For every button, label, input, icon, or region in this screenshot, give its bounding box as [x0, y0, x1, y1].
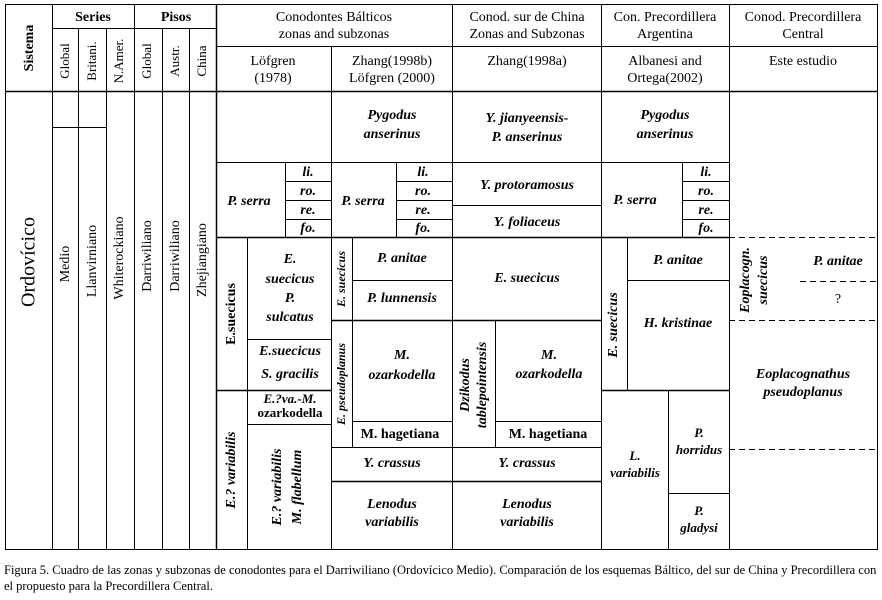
- lofgren-e-suecicus: E.suecicus: [224, 283, 240, 345]
- lofgren-e-variabilis: E.? variabilis: [224, 431, 240, 509]
- zhangb-e-suecicus: E. suecicus: [333, 250, 348, 308]
- stage-zhejiangiano: Zhejiangiano: [195, 223, 211, 297]
- zhangb-m-ozark-1: M.: [394, 348, 410, 364]
- lofgren-sulcatus-2: suecicus: [265, 272, 315, 288]
- arg-p-serra: P. serra: [613, 193, 657, 209]
- china-m-ozark-1: M.: [541, 348, 557, 364]
- central-eoplacogn-1: Eoplacogn.: [738, 247, 754, 313]
- china-protoramosus: Y. protoramosus: [480, 178, 574, 194]
- col-pisos-global: Global: [138, 43, 154, 79]
- argentina-title-1: Con. Precordillera: [613, 10, 717, 25]
- baltic-title-2: zonas and subzonas: [278, 27, 390, 42]
- zhangb-sub-li: li.: [417, 165, 429, 181]
- argentina-title-2: Argentina: [637, 27, 693, 42]
- zhangb-p-anitae: P. anitae: [377, 251, 427, 267]
- series-medio: Medio: [58, 245, 74, 283]
- central-title-2: Central: [782, 27, 824, 42]
- arg-p-anitae: P. anitae: [653, 253, 703, 269]
- china-m-hagetiana: M. hagetiana: [508, 427, 588, 443]
- lofgren-gracilis-1: E.suecicus: [259, 344, 321, 360]
- system-ordovicico: Ordovícico: [17, 217, 40, 307]
- lofgren-sulcatus-4: sulcatus: [266, 310, 314, 326]
- header-pisos: Pisos: [160, 10, 192, 25]
- stage-darriwiliano-austr: Darriwiliano: [168, 220, 184, 292]
- arg-p-gladysi-1: P.: [694, 502, 704, 518]
- lofgren-sulcatus-1: E.: [283, 252, 297, 268]
- central-eoplacognathus-1: Eoplacognathus: [755, 367, 851, 383]
- ref-albanesi-1: Albanesi and: [628, 54, 702, 69]
- header-series: Series: [75, 10, 111, 25]
- arg-l-variabilis-2: variabilis: [610, 464, 660, 480]
- col-pisos-china: China: [193, 45, 209, 77]
- ref-lofgren-2: (1978): [254, 71, 292, 86]
- arg-sub-re: re.: [698, 203, 714, 219]
- col-pisos-austr: Austr.: [166, 45, 182, 77]
- arg-h-kristinae: H. kristinae: [643, 316, 713, 332]
- zhangb-e-pseudoplanus: E. pseudoplanus: [333, 342, 348, 426]
- zhangb-y-crassus: Y. crassus: [363, 456, 421, 472]
- arg-p-horridus-2: horridus: [675, 441, 723, 457]
- zhangb-p-lunnensis: P. lunnensis: [367, 291, 437, 307]
- arg-p-horridus-1: P.: [694, 424, 704, 440]
- lofgren-sub-ro: ro.: [300, 184, 316, 200]
- figure-caption: Figura 5. Cuadro de las zonas y subzonas de conodontes para el Darriwiliano (Ordovícico Medio). Comparación de los esquemas Báltico, del sur de China y Precordillera con el propuesto para la Precordillera Central.: [4, 563, 877, 593]
- china-jianyeensis-2: P. anserinus: [491, 130, 563, 146]
- ref-este-estudio: Este estudio: [768, 54, 838, 69]
- arg-sub-fo: fo.: [698, 221, 714, 237]
- central-p-anitae: P. anitae: [813, 254, 863, 270]
- baltic-title-1: Conodontes Bálticos: [275, 10, 393, 25]
- central-eoplacogn-2: suecicus: [756, 255, 772, 305]
- ref-zhang-lofgren-1: Zhang(1998b): [351, 54, 433, 69]
- col-series-global: Global: [56, 43, 72, 79]
- zhangb-sub-re: re.: [415, 203, 431, 219]
- ref-zhang-a: Zhang(1998a): [487, 54, 567, 69]
- china-jianyeensis-1: Y. jianyeensis-: [485, 111, 569, 127]
- zhangb-sub-fo: fo.: [415, 221, 431, 237]
- china-title-2: Zonas and Subzonas: [469, 27, 585, 42]
- arg-pygodus-1: Pygodus: [640, 108, 690, 124]
- china-title-1: Conod. sur de China: [469, 10, 585, 25]
- lofgren-flabellum-1: E.? variabilis: [270, 448, 286, 526]
- arg-pygodus-2: anserinus: [636, 127, 694, 143]
- lofgren-p-serra: P. serra: [227, 194, 271, 210]
- zhangb-lenodus-1: Lenodus: [367, 497, 417, 513]
- header-sistema: Sistema: [22, 24, 38, 72]
- lofgren-sulcatus-3: P.: [284, 291, 296, 307]
- stage-darriwiliano-global: Darriwiliano: [140, 220, 156, 292]
- zhangb-m-ozark-2: ozarkodella: [368, 368, 436, 384]
- lofgren-sub-re: re.: [300, 203, 316, 219]
- arg-l-variabilis-1: L.: [629, 447, 641, 463]
- china-lenodus-2: variabilis: [500, 515, 554, 531]
- zhangb-pygodus-2: anserinus: [363, 127, 421, 143]
- zhangb-m-hagetiana: M. hagetiana: [360, 427, 440, 443]
- lofgren-flabellum-2: M. flabellum: [290, 449, 306, 525]
- china-foliaceus: Y. foliaceus: [493, 215, 561, 231]
- series-llanvirniano: Llanvirniano: [85, 224, 101, 298]
- zhangb-sub-ro: ro.: [415, 184, 431, 200]
- china-dzikodus-2: tablepointensis: [475, 341, 491, 429]
- central-title-1: Conod. Precordillera: [744, 10, 862, 25]
- china-lenodus-1: Lenodus: [502, 497, 552, 513]
- ref-zhang-lofgren-2: Löfgren (2000): [349, 71, 435, 86]
- lofgren-va-ozark-2: ozarkodella: [257, 404, 323, 420]
- china-y-crassus: Y. crassus: [498, 456, 556, 472]
- col-series-namer: N.Amer.: [110, 38, 126, 84]
- china-dzikodus-1: Dzikodus: [458, 358, 474, 412]
- central-question: ?: [834, 292, 842, 308]
- lofgren-sub-fo: fo.: [300, 221, 316, 237]
- ref-albanesi-2: Ortega(2002): [627, 71, 703, 86]
- arg-sub-ro: ro.: [698, 184, 714, 200]
- lofgren-va-ozark-1: E.?va.-M.: [263, 390, 317, 406]
- central-eoplacognathus-2: pseudoplanus: [763, 385, 843, 401]
- series-whiterockiano: Whiterockiano: [112, 216, 128, 300]
- lofgren-sub-li: li.: [302, 165, 314, 181]
- zhangb-pygodus-1: Pygodus: [367, 108, 417, 124]
- zhangb-lenodus-2: variabilis: [365, 515, 419, 531]
- arg-sub-li: li.: [700, 165, 712, 181]
- col-series-britani: Britani.: [83, 41, 99, 81]
- arg-p-gladysi-2: gladysi: [680, 519, 718, 535]
- zhangb-p-serra: P. serra: [341, 194, 385, 210]
- ref-lofgren-1: Löfgren: [250, 54, 296, 69]
- arg-e-suecicus: E. suecicus: [606, 292, 622, 358]
- lofgren-gracilis-2: S. gracilis: [261, 367, 319, 383]
- china-e-suecicus: E. suecicus: [494, 271, 560, 287]
- china-m-ozark-2: ozarkodella: [515, 367, 583, 383]
